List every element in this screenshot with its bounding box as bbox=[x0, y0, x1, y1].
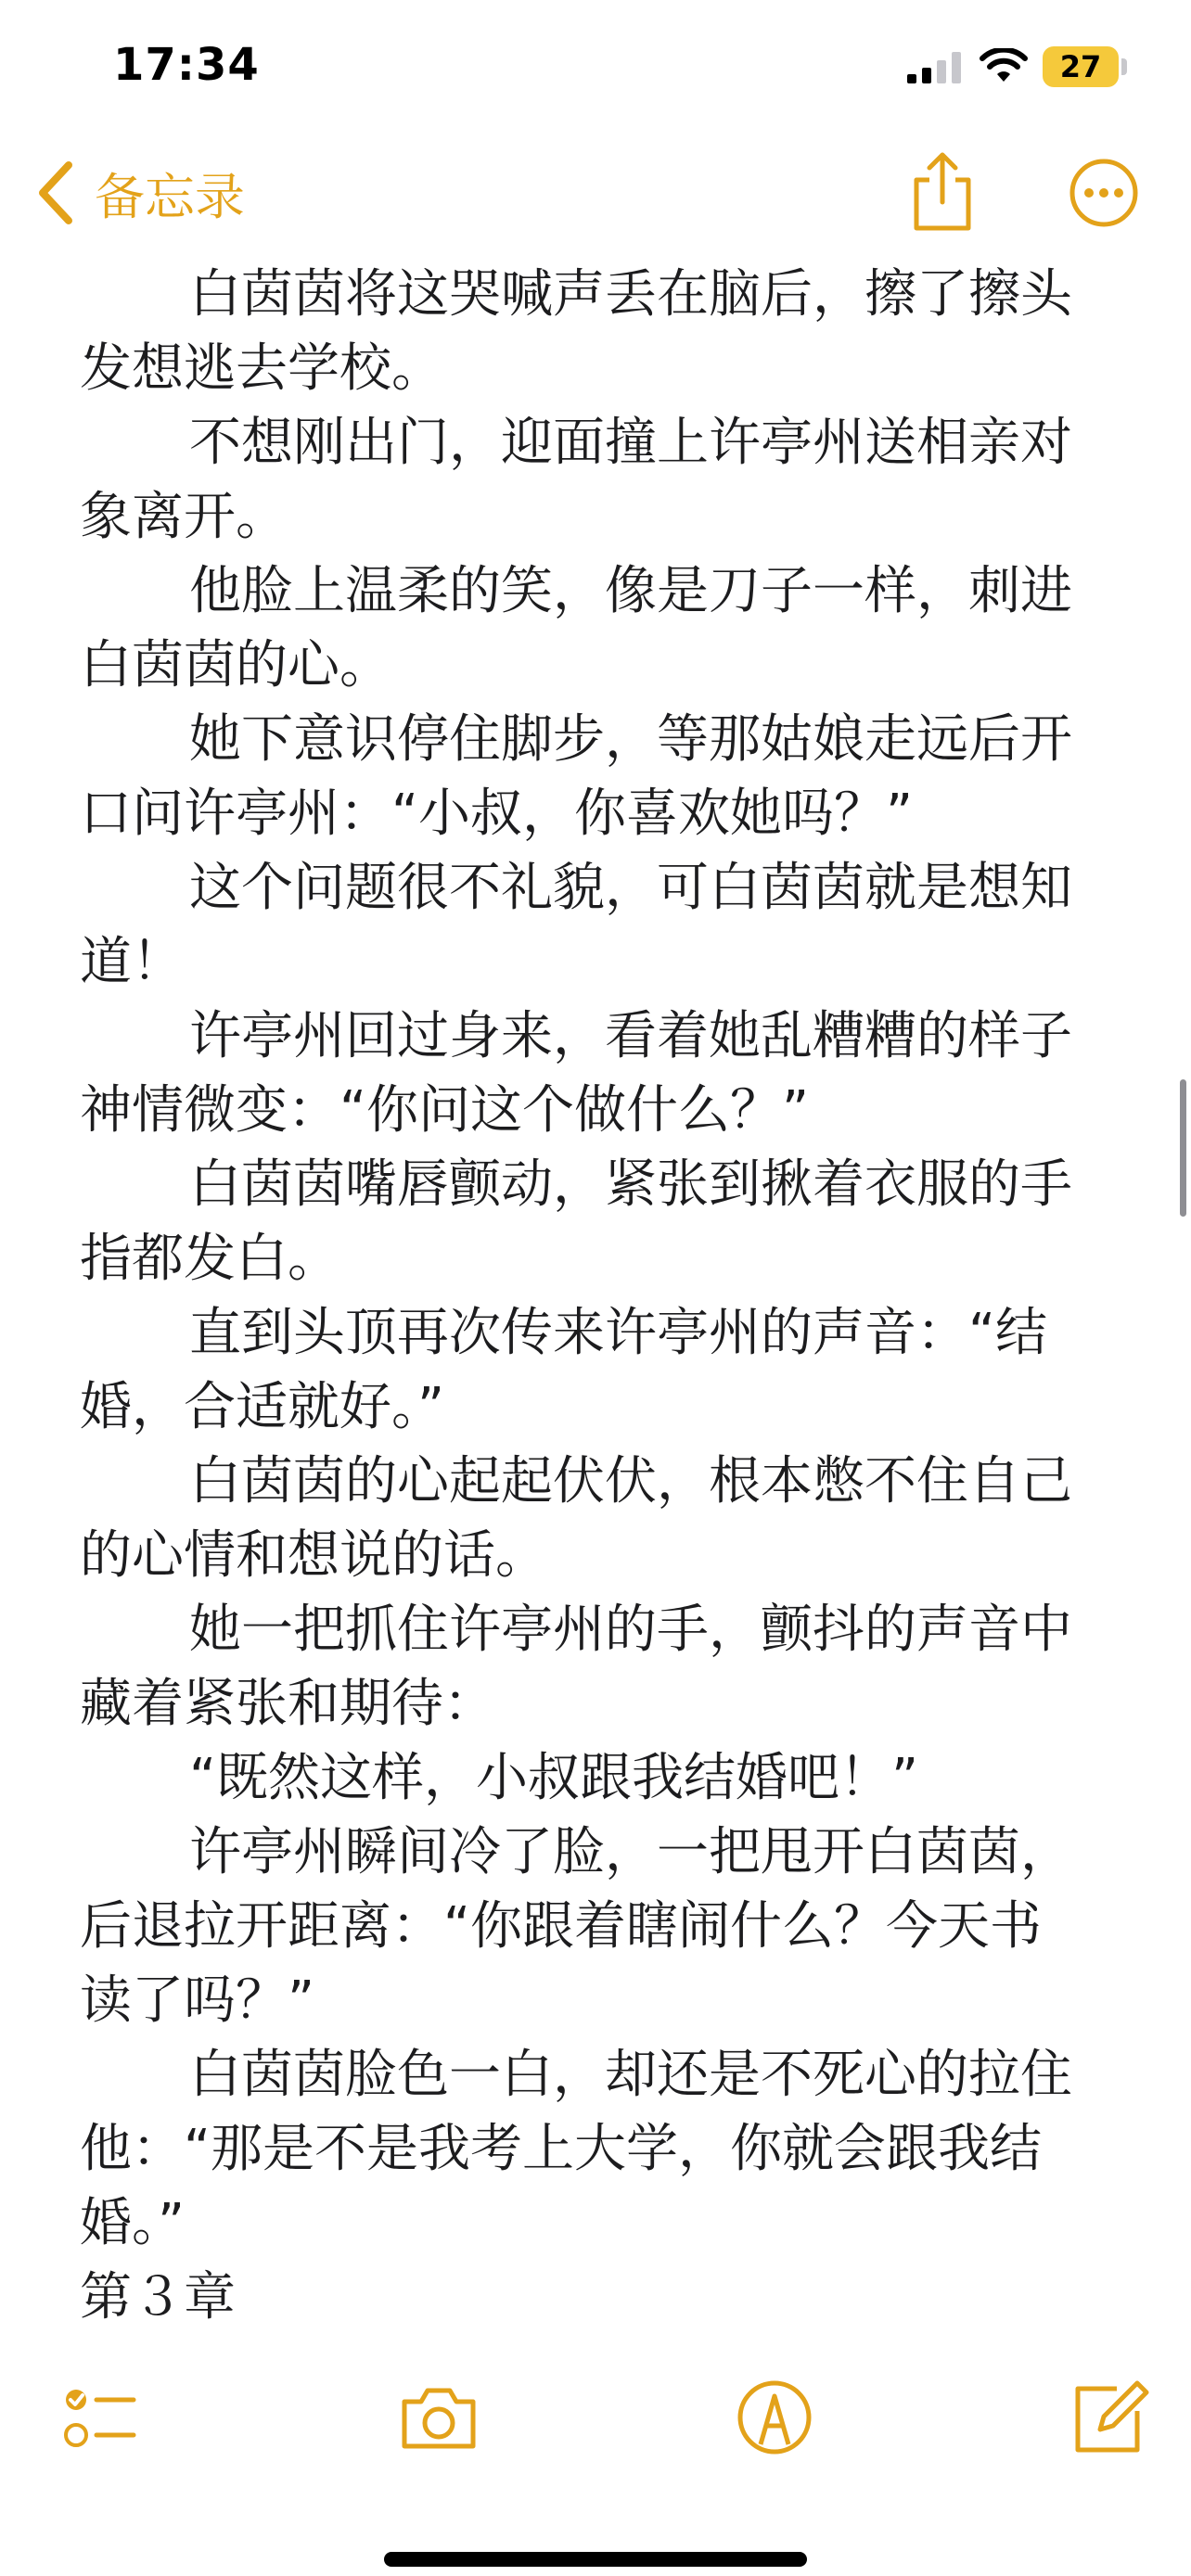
note-text-line: 许亭州瞬间冷了脸，一把甩开白茵茵， bbox=[189, 1822, 1072, 1882]
share-icon[interactable] bbox=[907, 150, 978, 234]
note-text-line: 象离开。 bbox=[80, 487, 288, 547]
note-text-line: 不想刚出门，迎面撞上许亭州送相亲对 bbox=[189, 413, 1072, 473]
navigation-bar bbox=[0, 130, 1191, 252]
scroll-indicator[interactable] bbox=[1180, 1079, 1186, 1217]
note-text-line: 第３章 bbox=[80, 2267, 236, 2327]
note-text-line: 口问许亭州：“小叔，你喜欢她吗？” bbox=[80, 784, 914, 844]
chevron-left-icon bbox=[33, 159, 76, 226]
back-button[interactable] bbox=[33, 156, 245, 230]
status-bar bbox=[0, 0, 1191, 130]
home-indicator[interactable] bbox=[384, 2552, 807, 2567]
bottom-toolbar bbox=[0, 2366, 1191, 2468]
status-time: 17:34 bbox=[113, 39, 260, 91]
note-text-line: 他脸上温柔的笑，像是刀子一样，刺进 bbox=[189, 561, 1072, 621]
note-text-line: 神情微变：“你问这个做什么？” bbox=[80, 1080, 810, 1141]
note-text-line: 指都发白。 bbox=[80, 1229, 339, 1289]
note-text-line: 婚，合适就好。” bbox=[80, 1377, 445, 1437]
note-text-line: 他：“那是不是我考上大学，你就会跟我结 bbox=[80, 2119, 1043, 2179]
markup-pen-icon[interactable] bbox=[733, 2376, 816, 2459]
note-body[interactable] bbox=[80, 258, 1119, 2344]
note-text-line: 许亭州回过身来，看着她乱糟糟的样子 bbox=[189, 1006, 1072, 1066]
note-text-line: 白茵茵的心起起伏伏，根本憋不住自己 bbox=[189, 1451, 1072, 1511]
note-text-line: 白茵茵脸色一白，却还是不死心的拉住 bbox=[189, 2045, 1072, 2105]
note-text-line: 藏着紧张和期待： bbox=[80, 1674, 495, 1734]
note-text-line: 发想逃去学校。 bbox=[80, 338, 443, 399]
battery-level: 27 bbox=[1059, 49, 1102, 84]
note-text-line: 白茵茵将这哭喊声丢在脑后，擦了擦头 bbox=[189, 264, 1072, 325]
note-text-line: 直到头顶再次传来许亭州的声音：“结 bbox=[189, 1303, 1048, 1363]
note-text-line: 她下意识停住脚步，等那姑娘走远后开 bbox=[189, 709, 1072, 770]
back-button-label: 备忘录 bbox=[95, 167, 245, 226]
note-text-line: 道！ bbox=[80, 932, 184, 992]
note-text-line: 的心情和想说的话。 bbox=[80, 1525, 547, 1586]
note-text-line: 婚。” bbox=[80, 2193, 186, 2253]
note-text-line: 白茵茵的心。 bbox=[80, 635, 391, 695]
note-text-line: 白茵茵嘴唇颤动，紧张到揪着衣服的手 bbox=[189, 1154, 1072, 1215]
cellular-signal-icon bbox=[907, 52, 963, 83]
note-text-line: 她一把抓住许亭州的手，颤抖的声音中 bbox=[189, 1600, 1072, 1660]
compose-icon[interactable] bbox=[1067, 2376, 1150, 2459]
battery-indicator bbox=[1043, 46, 1119, 87]
note-text-line: “既然这样，小叔跟我结婚吧！” bbox=[189, 1748, 919, 1808]
note-text-line: 读了吗？” bbox=[80, 1970, 315, 2031]
note-text-line: 后退拉开距离：“你跟着瞎闹什么？今天书 bbox=[80, 1896, 1043, 1957]
checklist-icon[interactable] bbox=[56, 2376, 139, 2459]
note-text-line: 这个问题很不礼貌，可白茵茵就是想知 bbox=[189, 858, 1072, 918]
battery-tip bbox=[1121, 58, 1127, 75]
more-icon[interactable] bbox=[1069, 158, 1139, 228]
camera-icon[interactable] bbox=[397, 2376, 480, 2459]
wifi-icon bbox=[980, 48, 1028, 83]
